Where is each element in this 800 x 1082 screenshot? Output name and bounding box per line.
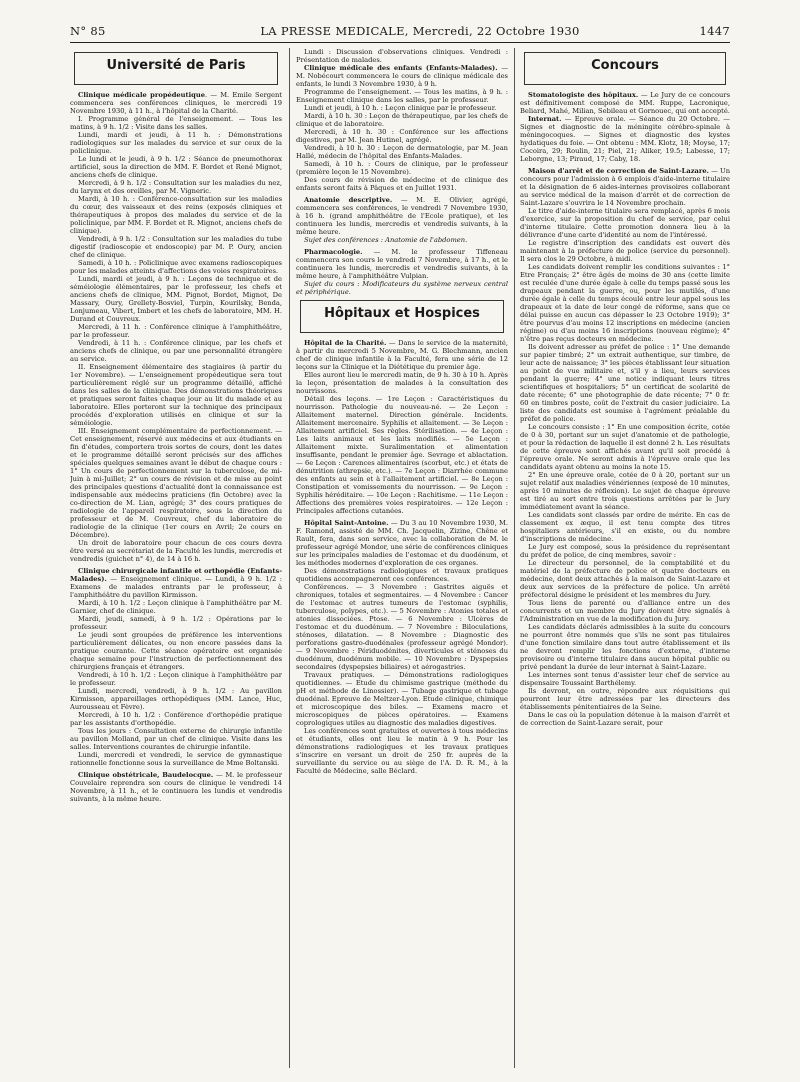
subsection-heading: Hôpital Saint-Antoine. <box>304 519 389 527</box>
paragraph: Mercredi, à 11 h. : Conférence clinique à l'amphithéâtre, par le professeur. <box>70 323 282 339</box>
paragraph: Mercredi, à 10 h. 30 : Conférence sur les affections digestives, par M. Jean Hutinel, agrégé. <box>296 128 508 144</box>
section-title-universite: Université de Paris <box>106 58 246 73</box>
paragraph: Tous les jours : Consultation externe de chirurgie infantile au pavillon Molland, par un chef de clinique. Visite dans les salles. Interventions courantes de chirurgie infantile. <box>70 727 282 751</box>
subsection-heading: Internat. <box>528 115 562 123</box>
paragraph: Mercredi, à 10 h. 1/2 : Conférence d'orthopédie pratique par les assistants d'orthopédie. <box>70 711 282 727</box>
page-number: 1447 <box>699 24 730 38</box>
paragraph: Mardi, à 10 h. 30 : Leçon de thérapeutique, par les chefs de clinique et de laboratoire. <box>296 112 508 128</box>
paragraph: Les conférences sont gratuites et ouvertes à tous médecins et étudiants, elles ont lieu le matin à 9 h. Pour les démonstrations radiologiques et les travaux pratiques s'inscrire en versant un droit de 250 fr. auprès de la surveillante du service ou au siège de l'A. D. R. M., à la Faculté de Médecine, salle Béclard. <box>296 727 508 775</box>
paragraph: Les internes sont tenus d'assister leur chef de service au dispensaire Toussaint Barthélemy. <box>520 671 730 687</box>
paragraph: Vendredi, à 11 h. : Conférence clinique, par les chefs et anciens chefs de clinique, ou par une personnalité étrangère au service. <box>70 339 282 363</box>
paragraph: Internat. — Epreuve orale. — Séance du 20 Octobre. — Signes et diagnostic de la méningite cérébro-spinale à méningocoques. — Signes et diagnostic des kystes hydatiques du foie. — Ont obtenu : MM. Klotz, 18; Moyse, 17; Cocoira, 29; Roulin, 21; Piel, 21; Aliker, 19.5; Labesse, 17; Leborgne, 13; Piraud, 17; Caby, 18. <box>520 115 730 163</box>
section-box-universite <box>74 52 278 85</box>
paragraph: Vendredi, à 9 h. 1/2 : Consultation sur les maladies du tube digestif (radioscopie et endoscopie) par M. P. Oury, ancien chef de clinique. <box>70 235 282 259</box>
paragraph: Les candidats sont classés par ordre de mérite. En cas de classement ex æquo, il est tenu compte des titres hospitaliers antérieurs, s'il en existe, ou du nombre d'inscriptions de médecine. <box>520 511 730 543</box>
subsection-heading: Hôpital de la Charité. <box>304 339 387 347</box>
paragraph: Samedi, à 10 h. : Policlinique avec examens radioscopiques pour les malades atteints d'affections des voies respiratoires. <box>70 259 282 275</box>
paragraph: Des démonstrations radiologiques et travaux pratiques quotidiens accompagneront ces conférences. <box>296 567 508 583</box>
paragraph: Hôpital Saint-Antoine. — Du 3 au 10 Novembre 1930, M. F. Ramond, assisté de MM. Ch. Jacquelin, Zizine, Chêne et Rault, fera, dans son service, avec la collaboration de M. le professeur agrégé Mondor, une série de conférences cliniques sur les principales maladies de l'estomac et du duodénum, et les méthodes modernes d'exploration de ces organes. <box>296 519 508 567</box>
paragraph: Maison d'arrêt et de correction de Saint-Lazare. — Un concours pour l'admission à 6 emplois d'aide-interne titulaire et la désignation de 6 aides-internes provisoires collaborant au service médical de la maison d'arrêt et de correction de Saint-Lazare s'ouvrira le 14 Novembre prochain. <box>520 167 730 207</box>
column-divider <box>289 48 290 1068</box>
paragraph: Le concours consiste : 1° En une composition écrite, cotée de 0 à 30, portant sur un sujet d'anatomie et de pathologie, et pour la rédaction de laquelle il est donné 2 h. Les résultats de cette épreuve sont affichés avant qu'il soit procédé à l'épreuve orale. Ne seront admis à l'épreuve orale que les candidats ayant obtenu au moins la note 15. <box>520 423 730 471</box>
paragraph: Le lundi et le jeudi, à 9 h. 1/2 : Séance de pneumothorax artificiel, sous la direction de MM. F. Bordet et René Mignot, anciens chefs de clinique. <box>70 155 282 179</box>
section-title-hopitaux: Hôpitaux et Hospices <box>324 306 480 321</box>
header-rule <box>70 42 730 43</box>
paragraph: Mardi, à 10 h. 1/2 : Leçon clinique à l'amphithéâtre par M. Garnier, chef de clinique. <box>70 599 282 615</box>
subsection-heading: Clinique médicale des enfants (Enfants-Malades). <box>304 64 498 72</box>
paragraph: Lundi, mercredi, vendredi, à 9 h. 1/2 : Au pavillon Kirmisson, appareillages orthopédiques (MM. Lance, Huc, Aurousseau et Fèvre). <box>70 687 282 711</box>
paragraph: Le directeur du personnel, de la comptabilité et du matériel de la préfecture de police et quatre docteurs en médecine, dont deux attachés à la maison de Saint-Lazare et deux aux services de la préfecture de police. Un arrêté préfectoral désigne le président et les membres du Jury. <box>520 559 730 599</box>
paragraph: Lundi, mardi et jeudi, à 11 h. : Démonstrations radiologiques sur les malades du service et sur ceux de la policlinique. <box>70 131 282 155</box>
subsection-heading: Maison d'arrêt et de correction de Saint-Lazare. <box>528 167 709 175</box>
paragraph: Les candidats déclarés admissibles à la suite du concours ne pourront être nommés que s'ils ne sont pas titulaires d'une fonction similaire dans tout autre établissement et ils ne devront remplir les fonctions d'externe, d'interne provisoire ou d'interne titulaire dans aucun hôpital public ou privé pendant la durée de leur internat à Saint-Lazare. <box>520 623 730 671</box>
paragraph: Le jeudi sont groupées de préférence les interventions particulièrement délicates, ou non encore passées dans la pratique courante. Cette séance opératoire est organisée chaque semaine pour l'instruction de perfectionnement des chirurgiens français et étrangers. <box>70 631 282 671</box>
paragraph: Ils doivent adresser au préfet de police : 1° Une demande sur papier timbré; 2° un extrait authentique, sur timbre, de leur acte de naissance; 3° les pièces établissant leur situation au point de vue militaire et, s'il y a lieu, leurs services pendant la guerre; 4° une notice indiquant leurs titres scientifiques et hospitaliers; 5° un certificat de scolarité de date récente; 6° une photographie de date récente; 7° 0 fr. 60 en timbres poste, coût de l'extrait du casier judiciaire. La liste des candidats est soumise à l'agrément préalable du préfet de police. <box>520 343 730 423</box>
paragraph: Un droit de laboratoire pour chacun de ces cours devra être versé au secrétariat de la Faculté les lundis, mercredis et vendredis (guichet n° 4), de 14 à 16 h. <box>70 539 282 563</box>
paragraph: Vendredi, à 10 h. 30 : Leçon de dermatologie, par M. Jean Hallé, médecin de l'hôpital des Enfants-Malades. <box>296 144 508 160</box>
paragraph: Stomatologiste des hôpitaux. — Le Jury de ce concours est définitivement composé de MM. Ruppe, Lacronique, Beliard, Mahé, Milian, Sebileau et Gornouec, qui ont accepté. <box>520 91 730 115</box>
paragraph: Travaux pratiques. — Démonstrations radiologiques quotidiennes. — Etude du chimisme gastrique (méthode du pH et méthode de Linossier). — Tubage gastrique et tubage duodénal. Epreuve de Meltzer-Lyon. Etude clinique, chimique et microscopique des biles. — Examens macro et microscopiques de pièces opératoires. — Examens coprologiques utiles au diagnostic des maladies digestives. <box>296 671 508 727</box>
paragraph: Mercredi, à 9 h. 1/2 : Consultation sur les maladies du nez, du larynx et des oreilles, par M. Vigneric. <box>70 179 282 195</box>
paragraph: Des cours de révision de médecine et de clinique des enfants seront faits à Pâques et en Juillet 1931. <box>296 176 508 192</box>
section-title-concours: Concours <box>591 58 659 73</box>
paragraph: Lundi, mardi et jeudi, à 9 h. : Leçons de technique et de séméiologie élémentaires, par le professeur, les chefs et anciens chefs de clinique, MM. Pignot, Bordet, Mignot, De Massary, Oury, Grellety-Bosviel, Turpin, Kourilsky, Benda, Lonjumeau, Vibert, Imbert et les chefs de laboratoire, MM. H. Durand et Couvreux. <box>70 275 282 323</box>
paragraph: Dans le cas où la population détenue à la maison d'arrêt et de correction de Saint-Lazare serait, pour <box>520 711 730 727</box>
paragraph: III. Enseignement complémentaire de perfectionnement. — Cet enseignement, réservé aux médecins et aux étudiants en fin d'études, comportera trois sortes de cours, dont les dates et le programme détaillé seront précisés sur des affiches spéciales quelques semaines avant le début de chaque cours : 1° Un cours de perfectionnement sur la tuberculose, de mi-Juin à mi-Juillet; 2° un cours de révision et de mise au point des principales questions d'actualité dont la connaissance est indispensable aux médecins praticiens (fin Octobre) avec la co-direction de M. Lian, agrégé; 3° des cours pratiques de radiologie de l'appareil respiratoire, sous la direction du professeur et de M. Couvreux, chef du laboratoire de radiologie de la clinique (1er cours en Avril; 2e cours en Décembre). <box>70 427 282 539</box>
paragraph: Hôpital de la Charité. — Dans le service de la maternité, à partir du mercredi 5 Novembre, M. G. Blechmann, ancien chef de clinique infantile à la Faculté, fera une série de 12 leçons sur la Clinique et la Diététique du premier âge. <box>296 339 508 371</box>
paragraph: Tous liens de parenté ou d'alliance entre un des concurrents et un membre du Jury doivent être signalés à l'Administration en vue de la modification du Jury. <box>520 599 730 623</box>
paragraph: Les candidats doivent remplir les conditions suivantes : 1° Etre Français; 2° être âgés de moins de 30 ans (cette limite est reculée d'une durée égale à celle du temps passé sous les drapeaux pendant la guerre, ou, pour les mutilés, d'une durée égale à celle du temps écoulé entre leur appel sous les drapeaux et la date de leur congé de réforme, sans que ce délai puisse en aucun cas dépasser le 23 Octobre 1919); 3° être pourvus d'au moins 12 inscriptions en médecine (ancien régime) ou d'au moins 16 inscriptions (nouveau régime); 4° n'être pas reçus docteurs en médecine. <box>520 263 730 343</box>
journal-title: LA PRESSE MEDICALE, Mercredi, 22 Octobre 1930 <box>260 24 580 38</box>
paragraph: Clinique obstétricale, Baudelocque. — M. le professeur Couvelaire reprendra son cours de clinique le vendredi 14 Novembre, à 11 h., et le continuera les lundis et vendredis suivants, à la même heure. <box>70 771 282 803</box>
paragraph: Elles auront lieu le mercredi matin, de 9 h. 30 à 10 h. Après la leçon, présentation de malades à la consultation des nourrissons. <box>296 371 508 395</box>
column-1 <box>70 48 282 1073</box>
section-box-hopitaux <box>300 300 504 333</box>
paragraph: Le Jury est composé, sous la présidence du représentant du préfet de police, de cinq membres, savoir : <box>520 543 730 559</box>
paragraph: Clinique médicale propédeutique. — M. Emile Sergent commencera ses conférences cliniques, le mercredi 19 Novembre 1930, à 11 h., à l'hôpital de la Charité. <box>70 91 282 115</box>
column-divider <box>514 48 515 1068</box>
subsection-heading: Stomatologiste des hôpitaux. <box>528 91 639 99</box>
paragraph: Programme de l'enseignement. — Tous les matins, à 9 h. : Enseignement clinique dans les salles, par le professeur. <box>296 88 508 104</box>
subsection-heading: Anatomie descriptive. <box>304 196 393 204</box>
paragraph: I. Programme général de l'enseignement. — Tous les matins, à 9 h. 1/2 : Visite dans les salles. <box>70 115 282 131</box>
subsection-heading: Clinique obstétricale, Baudelocque. <box>78 771 214 779</box>
page-header <box>70 24 730 40</box>
paragraph: Mardi, jeudi, samedi, à 9 h. 1/2 : Opérations par le professeur. <box>70 615 282 631</box>
section-box-concours <box>524 52 726 85</box>
paragraph: 2° En une épreuve orale, cotée de 0 à 20, portant sur un sujet relatif aux maladies vénériennes (exposé de 10 minutes, après 10 minutes de réflexion). Le sujet de chaque épreuve est tiré au sort entre trois questions arrêtées par le Jury immédiatement avant la séance. <box>520 471 730 511</box>
paragraph: Sujet des conférences : Anatomie de l'abdomen. <box>304 236 468 244</box>
paragraph: Mardi, à 10 h. : Conférence-consultation sur les maladies du cœur, des vaisseaux et des reins (exposés cliniques et thérapeutiques à propos des malades du service et de la policlinique, par MM. F. Bordet et R. Mignot, anciens chefs de clinique). <box>70 195 282 235</box>
column-2 <box>296 48 508 1073</box>
paragraph: Lundi : Discussion d'observations cliniques. Vendredi : Présentation de malades. <box>296 48 508 64</box>
subsection-heading: Clinique chirurgicale infantile et orthopédie (Enfants-Malades). <box>70 567 282 583</box>
paragraph: Clinique médicale des enfants (Enfants-Malades). — M. Nobécourt commencera le cours de clinique médicale des enfants, le lundi 3 Novembre 1930, à 9 h. <box>296 64 508 88</box>
paragraph: Sujet du cours : Modificateurs du système nerveux central et périphérique. <box>296 280 508 296</box>
paragraph: Anatomie descriptive. — M. E. Olivier, agrégé, commencera ses conférences, le vendredi 7 Novembre 1930, à 16 h. (grand amphithéâtre de l'Ecole pratique), et les continuera les lundis, mercredis et vendredis suivants, à la même heure. <box>296 196 508 236</box>
paragraph: Détail des leçons. — 1re Leçon : Caractéristiques du nourrisson. Pathologie du nouveau-né. — 2e Leçon : Allaitement maternel. Direction générale. Incidents. Allaitement mercenaire. Syphilis et allaitement. — 3e Leçon : Allaitement artificiel. Ses règles. Stérilisation. — 4e Leçon : Les laits animaux et les laits modifiés. — 5e Leçon : Allaitement mixte. Suralimentation et alimentation insuffisante, pendant le premier âge. Sevrage et ablactation. — 6e Leçon : Carences alimentaires (scorbut, etc.) et états de dénutrition (athrepsie, etc.). — 7e Leçon : Diarrhée commune des enfants au sein et à l'allaitement artificiel. — 8e Leçon : Constipation et vomissements du nourrisson. — 9e Leçon : Syphilis héréditaire. — 10e Leçon : Rachitisme. — 11e Leçon : Affections des premières voies respiratoires. — 12e Leçon : Principales affections cutanées. <box>296 395 508 515</box>
paragraph: Clinique chirurgicale infantile et orthopédie (Enfants-Malades). — Enseignement clinique. — Lundi, à 9 h. 1/2 : Examens de malades entrants par le professeur, à l'amphithéâtre du pavillon Kirmisson. <box>70 567 282 599</box>
paragraph: Samedi, à 10 h. : Cours de clinique, par le professeur (première leçon le 15 Novembre). <box>296 160 508 176</box>
paragraph: Conférences. — 3 Novembre : Gastrites aiguës et chroniques, totales et segmentaires. — 4 Novembre : Cancer de l'estomac et autres tumeurs de l'estomac (syphilis, tuberculose, polypes, etc.). — 5 Novembre : Atonies totales et atonies dissociées. Ptose. — 6 Novembre : Ulcères de l'estomac et du duodénum. — 7 Novembre : Biloculations, sténoses, dilatation. — 8 Novembre : Diagnostic des perforations gastro-duodénales (professeur agrégé Mondor). — 9 Novembre : Périduodénites, diverticules et sténoses du duodénum, duodénum mobile. — 10 Novembre : Dyspepsies secondaires (dyspepsies biliaires) et aérogastries. <box>296 583 508 671</box>
subsection-heading: Pharmacologie. <box>304 248 363 256</box>
paragraph: II. Enseignement élémentaire des stagiaires (à partir du 1er Novembre). — L'enseignement propédeutique sera tout particulièrement réglé sur un programme détaillé, affiché dans les salles de la clinique. Des démonstrations théoriques et pratiques seront faites chaque jour au lit du malade et au laboratoire. Elles porteront sur la technique des principaux procédés d'exploration utilisés en clinique et sur la séméiologie. <box>70 363 282 427</box>
issue-number: N° 85 <box>70 24 106 38</box>
paragraph: Ils devront, en outre, répondre aux réquisitions qui pourront leur être adressées par les directeurs des établissements pénitentiaires de la Seine. <box>520 687 730 711</box>
paragraph: Lundi, mercredi et vendredi, le service de gymnastique rationnelle fonctionne sous la surveillance de Mme Boltanski. <box>70 751 282 767</box>
column-3 <box>520 48 730 1073</box>
paragraph: Pharmacologie. — M. le professeur Tiffeneau commencera son cours le vendredi 7 Novembre, à 17 h., et le continuera les lundis, mercredis et vendredis suivants, à la même heure, à l'amphithéâtre Vulpian. <box>296 248 508 280</box>
paragraph: Le titre d'aide-interne titulaire sera remplacé, après 6 mois d'exercice, sur la proposition du chef de service, par celui d'interne titulaire. Cette promotion donnera lieu à la délivrance d'une carte d'identité au nom de l'intéressé. <box>520 207 730 239</box>
subsection-heading: Clinique médicale propédeutique <box>78 91 205 99</box>
paragraph: Vendredi, à 10 h. 1/2 : Leçon clinique à l'amphithéâtre par le professeur. <box>70 671 282 687</box>
paragraph: Le registre d'inscription des candidats est ouvert dès maintenant à la préfecture de police (service du personnel). Il sera clos le 29 Octobre, à midi. <box>520 239 730 263</box>
paragraph: Lundi et jeudi, à 10 h. : Leçon clinique par le professeur. <box>304 104 497 112</box>
